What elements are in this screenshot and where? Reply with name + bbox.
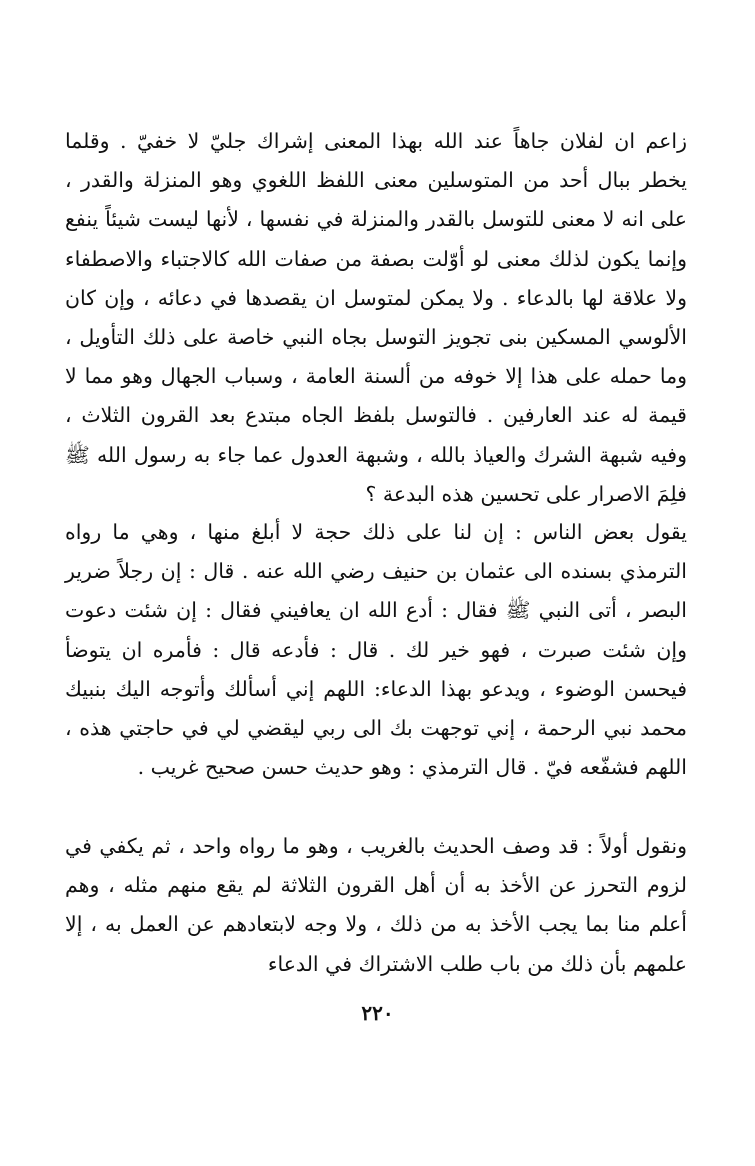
page-number: ٢٢٠	[361, 1001, 394, 1025]
paragraph-3: ونقول أولاً : قد وصف الحديث بالغريب ، وهو ما رواه واحد ، ثم يكفي في لزوم التحرز عن الأخذ به أن أهل القرون الثلاثة لم يقع منهم مثله ، وهم أعلم منا بما يجب الأخذ به من ذلك ، ولا وجه لابتعادهم عن العمل به ، إلا علمهم بأن ذلك من باب طلب الاشتراك في الدعاء	[65, 834, 687, 976]
paragraph-2: يقول بعض الناس : إن لنا على ذلك حجة لا أبلغ منها ، وهي ما رواه الترمذي بسنده الى عثمان بن حنيف رضي الله عنه . قال : إن رجلاً ضرير البصر ، أتى النبي ﷺ فقال : أدع الله ان يعافيني فقال : إن شئت دعوت وإن شئت صبرت ، فهو خير لك . قال : فأدعه قال : فأمره ان يتوضأ فيحسن الوضوء ، ويدعو بهذا الدعاء: اللهم إني أسألك وأتوجه اليك بنبيك محمد نبي الرحمة ، إني توجهت بك الى ربي ليقضي لي في حاجتي هذه ، اللهم فشفّعه فيّ . قال الترمذي : وهو حديث حسن صحيح غريب .	[65, 520, 687, 780]
paragraph-1: زاعم ان لفلان جاهاً عند الله بهذا المعنى إشراك جليّ لا خفيّ . وقلما يخطر ببال أحد من المتوسلين معنى اللفظ اللغوي وهو المنزلة والقدر ، على انه لا معنى للتوسل بالقدر والمنزلة في نفسها ، لأنها ليست شيئاً ينفع وإنما يكون لذلك معنى لو أوّلت بصفة من صفات الله كالاجتباء والاصطفاء ولا علاقة لها بالدعاء . ولا يمكن لمتوسل ان يقصدها في دعائه ، وإن كان الألوسي المسكين بنى تجويز التوسل بجاه النبي خاصة على ذلك التأويل ، وما حمله على هذا إلا خوفه من ألسنة العامة ، وسباب الجهال وهو مما لا قيمة له عند العارفين . فالتوسل بلفظ الجاه مبتدع بعد القرون الثلاث ، وفيه شبهة الشرك والعياذ بالله ، وشبهة العدول عما جاء به رسول الله ﷺ فلِمَ الاصرار على تحسين هذه البدعة ؟	[65, 129, 687, 506]
